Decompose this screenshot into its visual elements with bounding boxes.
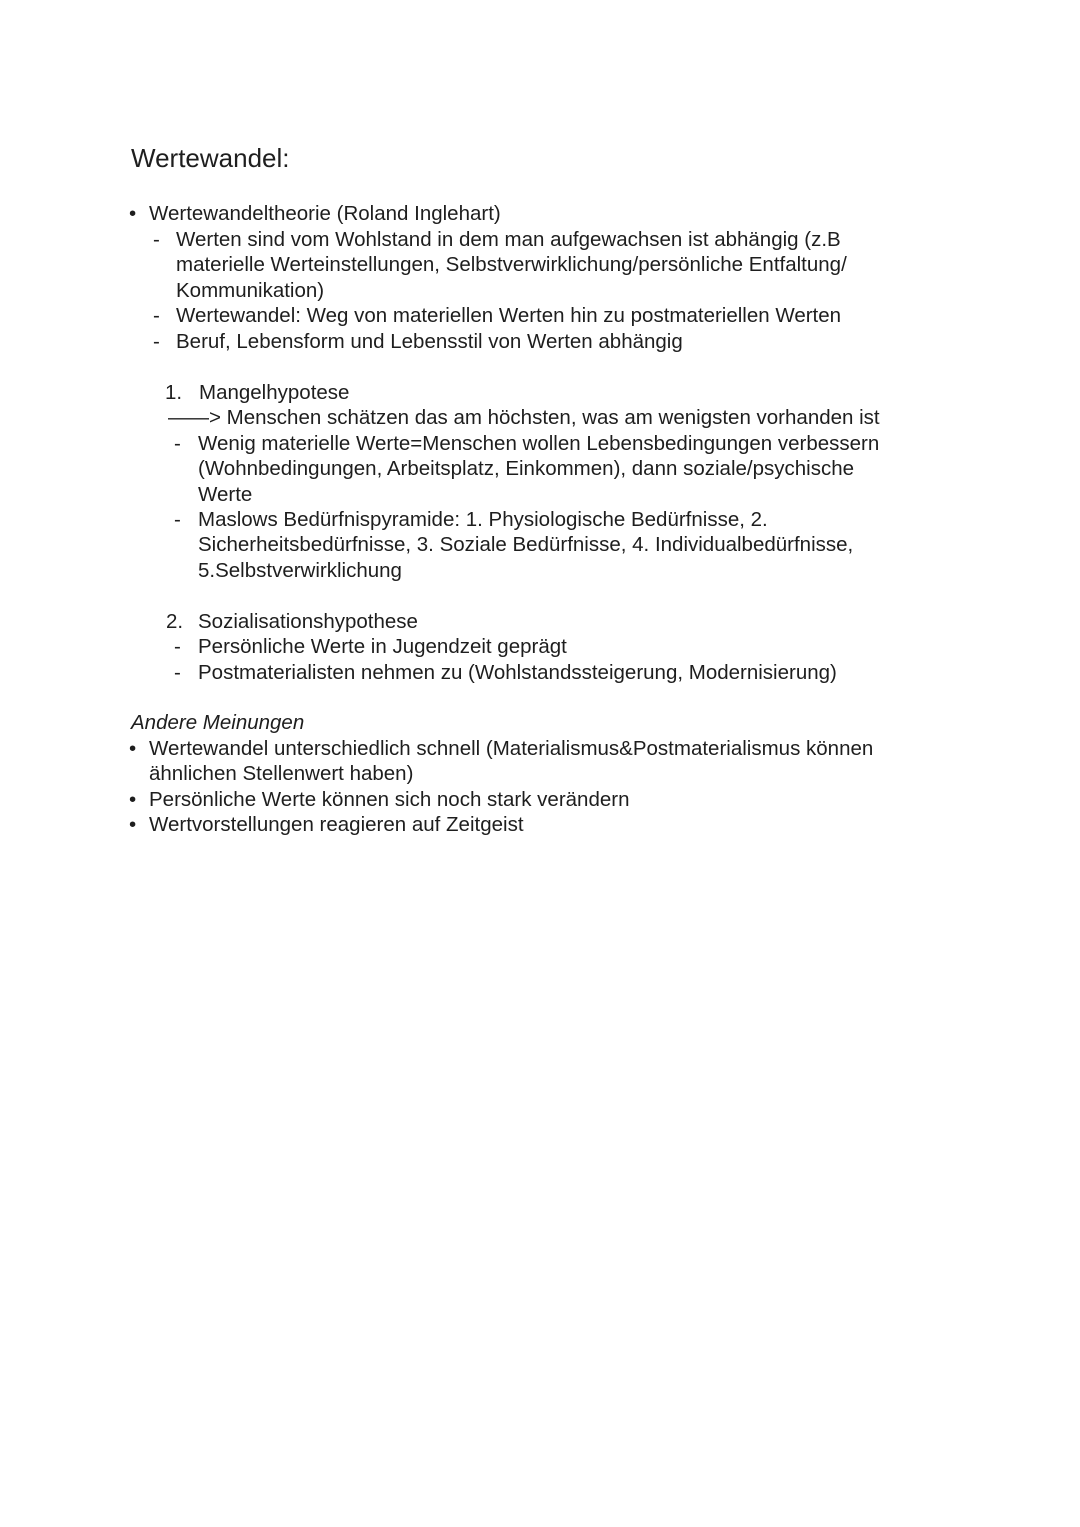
bullet-marker: • — [129, 737, 137, 760]
hypothesis-1-point-2-line-3: 5.Selbstverwirklichung — [198, 559, 402, 582]
dash-marker: - — [174, 635, 181, 658]
hypothesis-2-title: Sozialisationshypothese — [198, 610, 418, 633]
opinion-1-line-1: Wertewandel unterschiedlich schnell (Materialismus&Postmaterialismus können — [149, 737, 874, 760]
dash-marker: - — [153, 228, 160, 251]
dash-marker: - — [153, 304, 160, 327]
page-title: Wertewandel: — [131, 143, 290, 173]
list-number: 1. — [165, 381, 183, 404]
dash-marker: - — [174, 661, 181, 684]
theory-point-2: Wertewandel: Weg von materiellen Werten hin zu postmateriellen Werten — [176, 304, 842, 327]
opinion-3: Wertvorstellungen reagieren auf Zeitgeist — [149, 813, 524, 836]
hypothesis-1-point-1-line-3: Werte — [198, 483, 253, 506]
opinion-1-line-2: ähnlichen Stellenwert haben) — [149, 762, 414, 785]
hypothesis-1-point-2-line-1: Maslows Bedürfnispyramide: 1. Physiologische Bedürfnisse, 2. — [198, 508, 768, 531]
dash-marker: - — [153, 330, 160, 353]
dash-marker: - — [174, 508, 181, 531]
hypothesis-1-point-1-line-2: (Wohnbedingungen, Arbeitsplatz, Einkommen), dann soziale/psychische — [198, 457, 854, 480]
theory-point-1-line-2: materielle Werteinstellungen, Selbstverwirklichung/persönliche Entfaltung/ — [176, 253, 847, 276]
hypothesis-1-point-1-line-1: Wenig materielle Werte=Menschen wollen Lebensbedingungen verbessern — [198, 432, 880, 455]
list-number: 2. — [166, 610, 184, 633]
hypothesis-2-point-2: Postmaterialisten nehmen zu (Wohlstandssteigerung, Modernisierung) — [198, 661, 837, 684]
hypothesis-1-point-2-line-2: Sicherheitsbedürfnisse, 3. Soziale Bedürfnisse, 4. Individualbedürfnisse, — [198, 533, 854, 556]
theory-point-1-line-3: Kommunikation) — [176, 279, 325, 302]
theory-point-1-line-1: Werten sind vom Wohlstand in dem man aufgewachsen ist abhängig (z.B — [176, 228, 841, 251]
bullet-marker: • — [129, 813, 137, 836]
opinion-2: Persönliche Werte können sich noch stark verändern — [149, 788, 630, 811]
dash-marker: - — [174, 432, 181, 455]
hypothesis-1-arrow-line: ——> Menschen schätzen das am höchsten, was am wenigsten vorhanden ist — [168, 406, 880, 429]
theory-point-3: Beruf, Lebensform und Lebensstil von Werten abhängig — [176, 330, 683, 353]
section-heading-other-opinions: Andere Meinungen — [131, 711, 305, 734]
theory-bullet: Wertewandeltheorie (Roland Inglehart) — [149, 202, 501, 225]
hypothesis-1-title: Mangelhypotese — [199, 381, 350, 404]
bullet-marker: • — [129, 788, 137, 811]
bullet-marker: • — [129, 202, 137, 225]
hypothesis-2-point-1: Persönliche Werte in Jugendzeit geprägt — [198, 635, 567, 658]
